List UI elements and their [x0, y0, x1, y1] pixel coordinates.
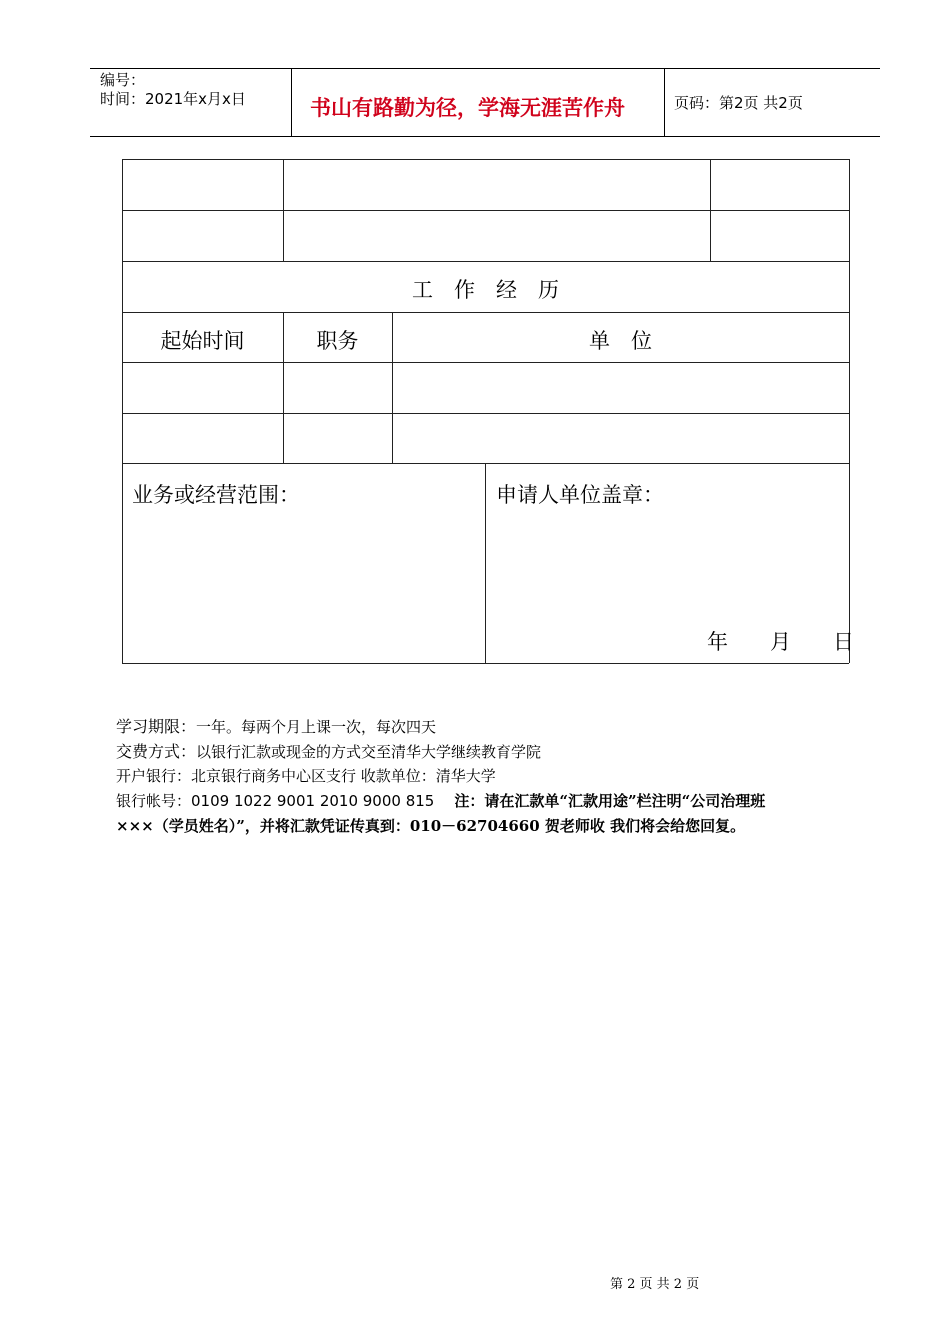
study-period-line [116, 717, 436, 737]
work-unit-field[interactable] [393, 363, 849, 413]
blank-field[interactable] [711, 211, 849, 261]
header-top-rule [90, 68, 880, 69]
header-slogan: 书山有路勤为径，学海无涯苦作舟 [310, 96, 625, 120]
document-number-label: 编号： [100, 71, 146, 89]
header-divider [664, 68, 665, 136]
payment-method-label: 交费方式： [116, 742, 197, 761]
page-indicator: 页码：第2页 共2页 [674, 94, 803, 112]
header-divider [291, 68, 292, 136]
row-divider [122, 261, 849, 262]
row-divider [122, 312, 849, 313]
bank-info-line: 开户银行：北京银行商务中心区支行 收款单位：清华大学 [116, 767, 496, 785]
business-scope-label: 业务或经营范围： [132, 483, 300, 507]
blank-field[interactable] [284, 211, 710, 261]
blank-field[interactable] [284, 160, 710, 210]
work-position-field[interactable] [284, 363, 392, 413]
payment-method-line [116, 742, 541, 762]
blank-field[interactable] [123, 160, 283, 210]
application-form-table [122, 159, 854, 663]
table-border-bottom [122, 663, 849, 664]
header-bottom-rule [90, 136, 880, 137]
study-period-value: 一年。每两个月上课一次，每次四天 [196, 718, 437, 736]
column-divider [485, 463, 486, 663]
seal-date-label: 年 月 日 [707, 630, 854, 654]
account-line [116, 791, 765, 811]
blank-field[interactable] [123, 211, 283, 261]
study-period-label: 学习期限： [116, 717, 197, 736]
applicant-seal-label: 申请人单位盖章： [496, 483, 664, 507]
table-border-right [849, 159, 850, 663]
column-header-start-time: 起始时间 [160, 329, 245, 353]
column-header-unit: 单 位 [589, 329, 652, 353]
column-header-position: 职务 [316, 329, 359, 353]
bank-account: 银行帐号：0109 1022 9001 2010 9000 815 [116, 792, 435, 810]
work-history-title: 工 作 经 历 [412, 278, 559, 302]
work-start-time-field[interactable] [123, 414, 283, 463]
remittance-note-continued: ×××（学员姓名）”，并将汇款凭证传真到：010－62704660 贺老师收 我们将会给您回复。 [116, 817, 746, 835]
work-unit-field[interactable] [393, 414, 849, 463]
document-date: 时间：2021年x月x日 [100, 90, 246, 108]
blank-field[interactable] [711, 160, 849, 210]
work-position-field[interactable] [284, 414, 392, 463]
remittance-note: 注：请在汇款单“汇款用途”栏注明“公司治理班 [454, 792, 766, 810]
page-footer: 第 2 页 共 2 页 [610, 1277, 700, 1292]
work-start-time-field[interactable] [123, 363, 283, 413]
payment-method-value: 以银行汇款或现金的方式交至清华大学继续教育学院 [196, 743, 542, 761]
